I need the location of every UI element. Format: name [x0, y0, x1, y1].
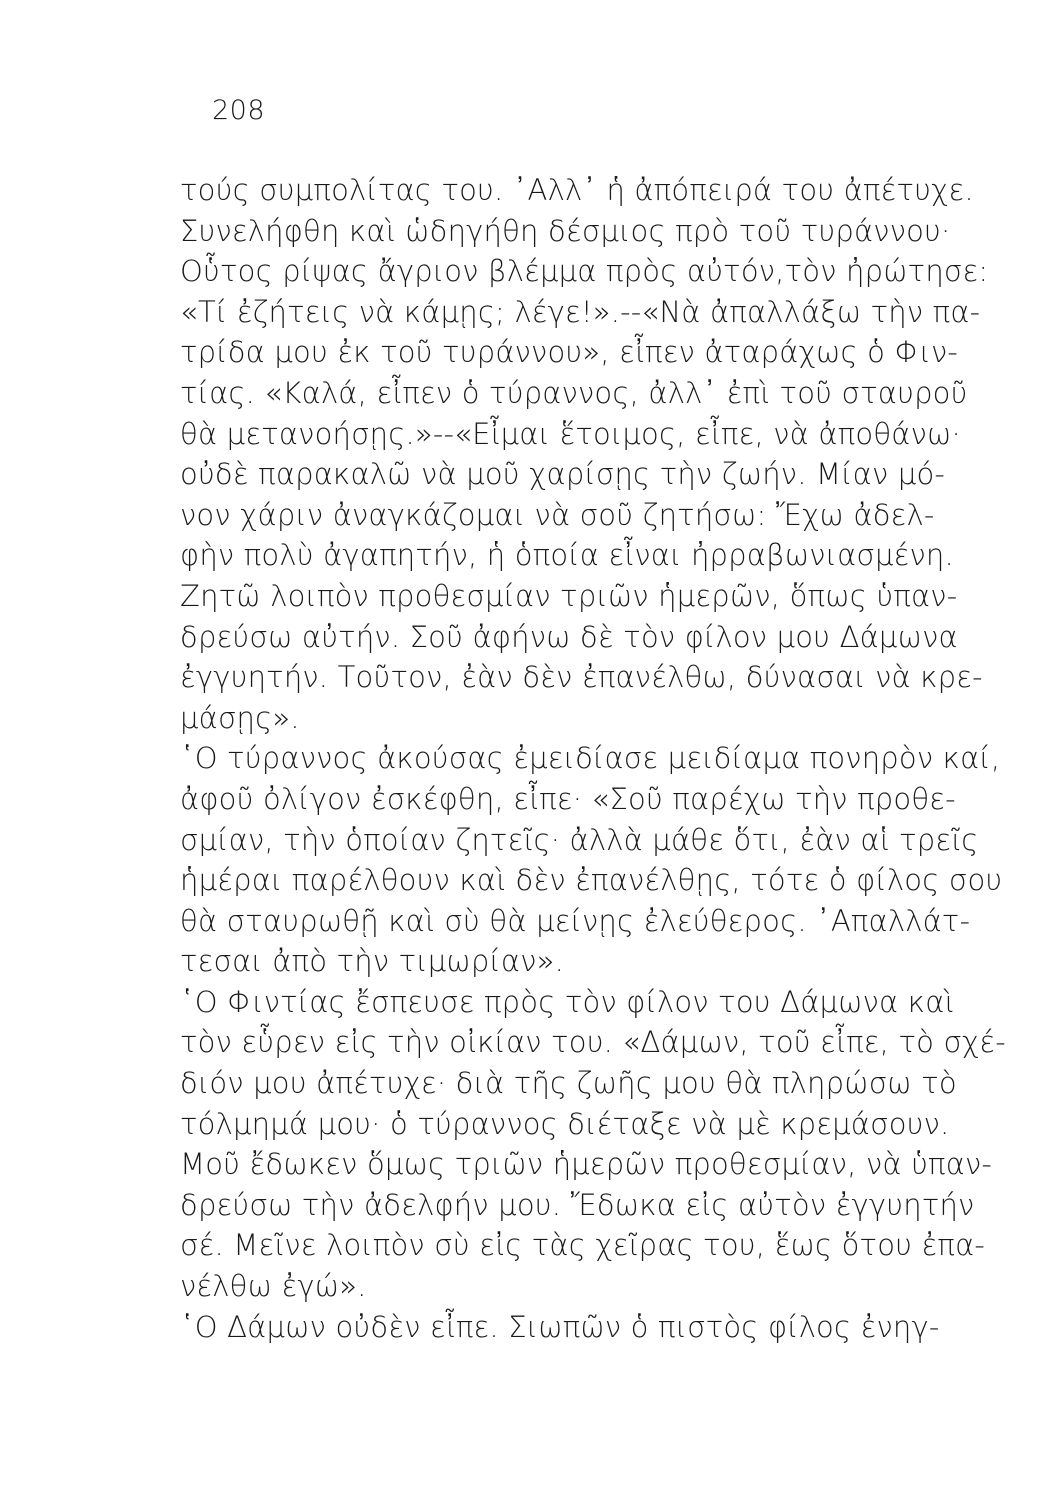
- text-line: Μοῦ ἔδωκεν ὅμως τριῶν ἡμερῶν προθεσμίαν, νὰ ὑπαν-: [180, 1147, 993, 1182]
- body-text: [180, 170, 1030, 1347]
- text-line: διόν μου ἀπέτυχε· διὰ τῆς ζωῆς μου θὰ πληρώσω τὸ: [180, 1066, 957, 1101]
- text-line: σέ. Μεῖνε λοιπὸν σὺ εἰς τὰς χεῖρας του, ἕως ὅτου ἐπα-: [180, 1228, 986, 1263]
- text-line: ἡμέραι παρέλθουν καὶ δὲν ἐπανέλθῃς, τότε ὁ φίλος σου: [180, 863, 1003, 898]
- text-line: δρεύσω αὐτήν. Σοῦ ἀφήνω δὲ τὸν φίλον μου Δάμωνα: [180, 619, 958, 654]
- text-line: νον χάριν ἀναγκάζομαι νὰ σοῦ ζητήσω: Ἔχω ἀδελ-: [180, 497, 935, 532]
- text-line: τίας. «Καλά, εἶπεν ὁ τύραννος, ἀλλ᾿ ἐπὶ τοῦ σταυροῦ: [180, 375, 968, 410]
- text-line: ῾Ο Δάμων οὐδὲν εἶπε. Σιωπῶν ὁ πιστὸς φίλος ἐνηγ-: [180, 1309, 940, 1344]
- text-line: ἐγγυητήν. Τοῦτον, ἐὰν δὲν ἐπανέλθω, δύνασαι νὰ κρε-: [180, 660, 983, 695]
- text-line: τεσαι ἀπὸ τὴν τιμωρίαν».: [180, 944, 565, 979]
- page-number: 208: [212, 95, 266, 126]
- text-line: μάσῃς».: [180, 700, 300, 735]
- text-line: δρεύσω τὴν ἀδελφήν μου. Ἔδωκα εἰς αὐτὸν ἐγγυητήν: [180, 1187, 975, 1222]
- text-line: σμίαν, τὴν ὁποίαν ζητεῖς· ἀλλὰ μάθε ὅτι, ἐὰν αἱ τρεῖς: [180, 822, 979, 857]
- text-line: θὰ σταυρωθῇ καὶ σὺ θὰ μείνῃς ἐλεύθερος. ᾿Απαλλάτ-: [180, 903, 971, 938]
- text-line: «Τί ἐζήτεις νὰ κάμῃς; λέγε!».--«Νὰ ἀπαλλάξω τὴν πα-: [180, 294, 981, 329]
- text-line: Ζητῶ λοιπὸν προθεσμίαν τριῶν ἡμερῶν, ὅπως ὑπαν-: [180, 578, 958, 613]
- text-line: οὐδὲ παρακαλῶ νὰ μοῦ χαρίσῃς τὴν ζωήν. Μίαν μό-: [180, 457, 946, 492]
- text-line: τόλμημά μου· ὁ τύραννος διέταξε νὰ μὲ κρεμάσουν.: [180, 1106, 950, 1141]
- text-line: Συνελήφθη καὶ ὡδηγήθη δέσμιος πρὸ τοῦ τυράννου·: [180, 213, 951, 248]
- text-line: θὰ μετανοήσῃς.»--«Εἶμαι ἕτοιμος, εἶπε, νὰ ἀποθάνω·: [180, 416, 961, 451]
- text-line: Οὗτος ρίψας ἄγριον βλέμμα πρὸς αὐτόν,τὸν ἠρώτησε:: [180, 254, 989, 289]
- text-line: νέλθω ἐγώ».: [180, 1269, 367, 1304]
- text-line: τούς συμπολίτας του. ᾿Αλλ᾿ ἡ ἀπόπειρά του ἀπέτυχε.: [180, 173, 974, 207]
- text-line: ῾Ο τύραννος ἀκούσας ἐμειδίασε μειδίαμα πονηρὸν καί,: [180, 741, 1001, 776]
- text-line: τὸν εὗρεν εἰς τὴν οἰκίαν του. «Δάμων, τοῦ εἶπε, τὸ σχέ-: [180, 1025, 1006, 1060]
- text-line: ῾Ο Φιντίας ἔσπευσε πρὸς τὸν φίλον του Δάμωνα καὶ: [180, 984, 955, 1019]
- text-line: ἀφοῦ ὀλίγον ἐσκέφθη, εἶπε· «Σοῦ παρέχω τὴν προθε-: [180, 781, 956, 816]
- text-line: φὴν πολὺ ἀγαπητήν, ἡ ὁποία εἶναι ἠρραβωνιασμένη.: [180, 538, 954, 573]
- text-line: τρίδα μου ἐκ τοῦ τυράννου», εἶπεν ἀταράχως ὁ Φιν-: [180, 335, 959, 370]
